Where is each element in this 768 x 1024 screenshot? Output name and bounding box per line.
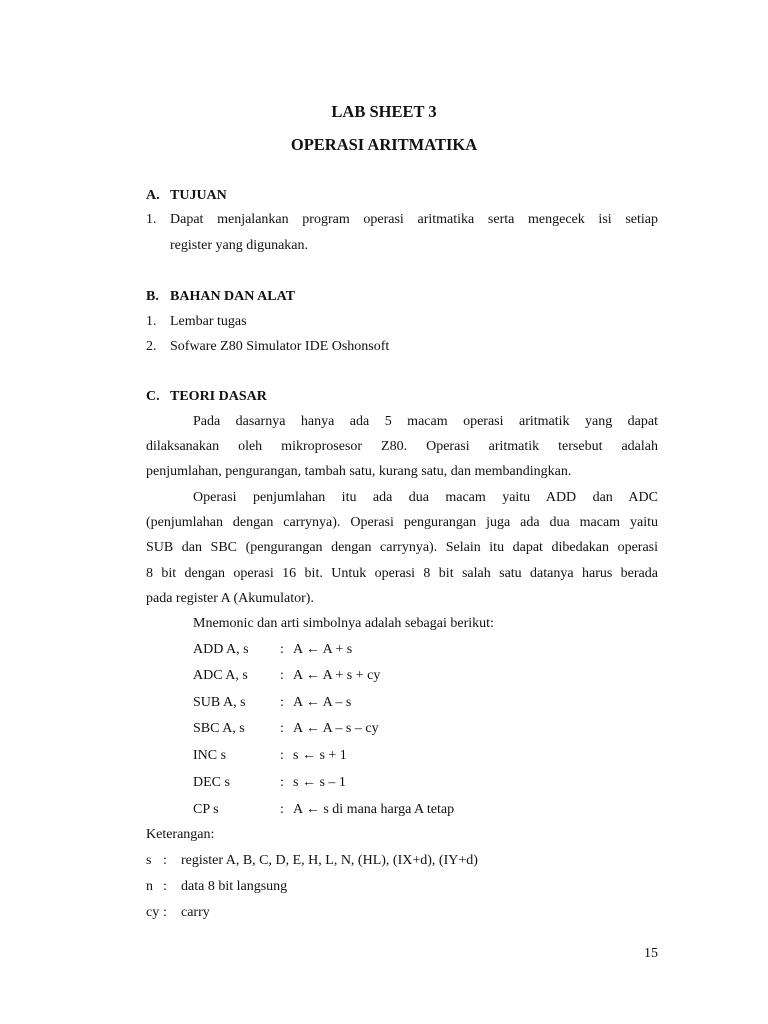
paragraph-2-line-3: SUB dan SBC (pengurangan dengan carrynya). Selain itu dapat dibedakan operasi bbox=[146, 540, 658, 555]
mnemonic-name: ADD A, s bbox=[193, 642, 249, 657]
legend-symbol: s bbox=[146, 853, 152, 868]
mnemonic-colon: : bbox=[280, 668, 284, 683]
legend-description: register A, B, C, D, E, H, L, N, (HL), (IX+d), (IY+d) bbox=[181, 853, 478, 868]
legend-symbol: n bbox=[146, 879, 153, 894]
tujuan-item-line-1: Dapat menjalankan program operasi aritmatika serta mengecek isi setiap bbox=[170, 212, 658, 227]
mnemonic-expression: A ← A – s bbox=[293, 695, 352, 710]
paragraph-2-line-2: (penjumlahan dengan carrynya). Operasi pengurangan juga ada dua macam yaitu bbox=[146, 515, 658, 530]
legend-symbol: cy bbox=[146, 905, 160, 920]
mnemonic-colon: : bbox=[280, 695, 284, 710]
paragraph-1-line-3: penjumlahan, pengurangan, tambah satu, kurang satu, dan membandingkan. bbox=[146, 464, 572, 479]
lab-sheet-title: LAB SHEET 3 bbox=[331, 102, 437, 121]
section-c-title: TEORI DASAR bbox=[170, 389, 267, 404]
tujuan-item-number: 1. bbox=[146, 212, 157, 227]
section-b-letter: B. bbox=[146, 289, 159, 304]
mnemonic-intro: Mnemonic dan arti simbolnya adalah sebagai berikut: bbox=[193, 616, 494, 631]
mnemonic-name: ADC A, s bbox=[193, 668, 248, 683]
lab-sheet-subtitle: OPERASI ARITMATIKA bbox=[290, 135, 478, 154]
mnemonic-expression: A ← s di mana harga A tetap bbox=[293, 802, 455, 817]
mnemonic-colon: : bbox=[280, 748, 284, 763]
section-a-letter: A. bbox=[146, 188, 160, 203]
keterangan-label: Keterangan: bbox=[146, 827, 215, 842]
mnemonic-expression: s ← s – 1 bbox=[293, 775, 346, 790]
mnemonic-name: SUB A, s bbox=[193, 695, 246, 710]
mnemonic-name: SBC A, s bbox=[193, 721, 245, 736]
legend-colon: : bbox=[163, 905, 167, 920]
paragraph-2-line-5: pada register A (Akumulator). bbox=[146, 591, 314, 606]
section-b-title: BAHAN DAN ALAT bbox=[170, 289, 295, 304]
bahan-item-number-2: 2. bbox=[146, 339, 157, 354]
section-a-heading bbox=[146, 188, 227, 204]
tujuan-item-line-2: register yang digunakan. bbox=[170, 238, 309, 253]
page-number: 15 bbox=[644, 946, 658, 961]
bahan-item-number-1: 1. bbox=[146, 314, 157, 329]
bahan-item-2: Sofware Z80 Simulator IDE Oshonsoft bbox=[170, 339, 390, 354]
mnemonic-expression: A ← A – s – cy bbox=[293, 721, 379, 736]
paragraph-2-line-1: Operasi penjumlahan itu ada dua macam yaitu ADD dan ADC bbox=[193, 490, 658, 505]
legend-description: data 8 bit langsung bbox=[181, 879, 288, 894]
legend-colon: : bbox=[163, 853, 167, 868]
mnemonic-expression: A ← A + s bbox=[293, 642, 353, 657]
legend-colon: : bbox=[163, 879, 167, 894]
mnemonic-name: CP s bbox=[193, 802, 219, 817]
mnemonic-colon: : bbox=[280, 775, 284, 790]
paragraph-1-line-2: dilaksanakan oleh mikroprosesor Z80. Operasi aritmatik tersebut adalah bbox=[146, 439, 658, 454]
section-b-heading bbox=[146, 289, 295, 305]
bahan-item-1: Lembar tugas bbox=[170, 314, 247, 329]
mnemonic-colon: : bbox=[280, 642, 284, 657]
mnemonic-colon: : bbox=[280, 721, 284, 736]
mnemonic-expression: A ← A + s + cy bbox=[293, 668, 381, 683]
paragraph-2-line-4: 8 bit dengan operasi 16 bit. Untuk operasi 8 bit salah satu datanya harus berada bbox=[146, 566, 658, 581]
section-c-letter: C. bbox=[146, 389, 160, 404]
mnemonic-name: INC s bbox=[193, 748, 227, 763]
mnemonic-expression: s ← s + 1 bbox=[293, 748, 347, 763]
section-a-title: TUJUAN bbox=[170, 188, 227, 203]
legend-description: carry bbox=[181, 905, 210, 920]
paragraph-1-line-1: Pada dasarnya hanya ada 5 macam operasi aritmatik yang dapat bbox=[193, 414, 658, 429]
mnemonic-colon: : bbox=[280, 802, 284, 817]
section-c-heading bbox=[146, 389, 267, 405]
mnemonic-name: DEC s bbox=[193, 775, 230, 790]
